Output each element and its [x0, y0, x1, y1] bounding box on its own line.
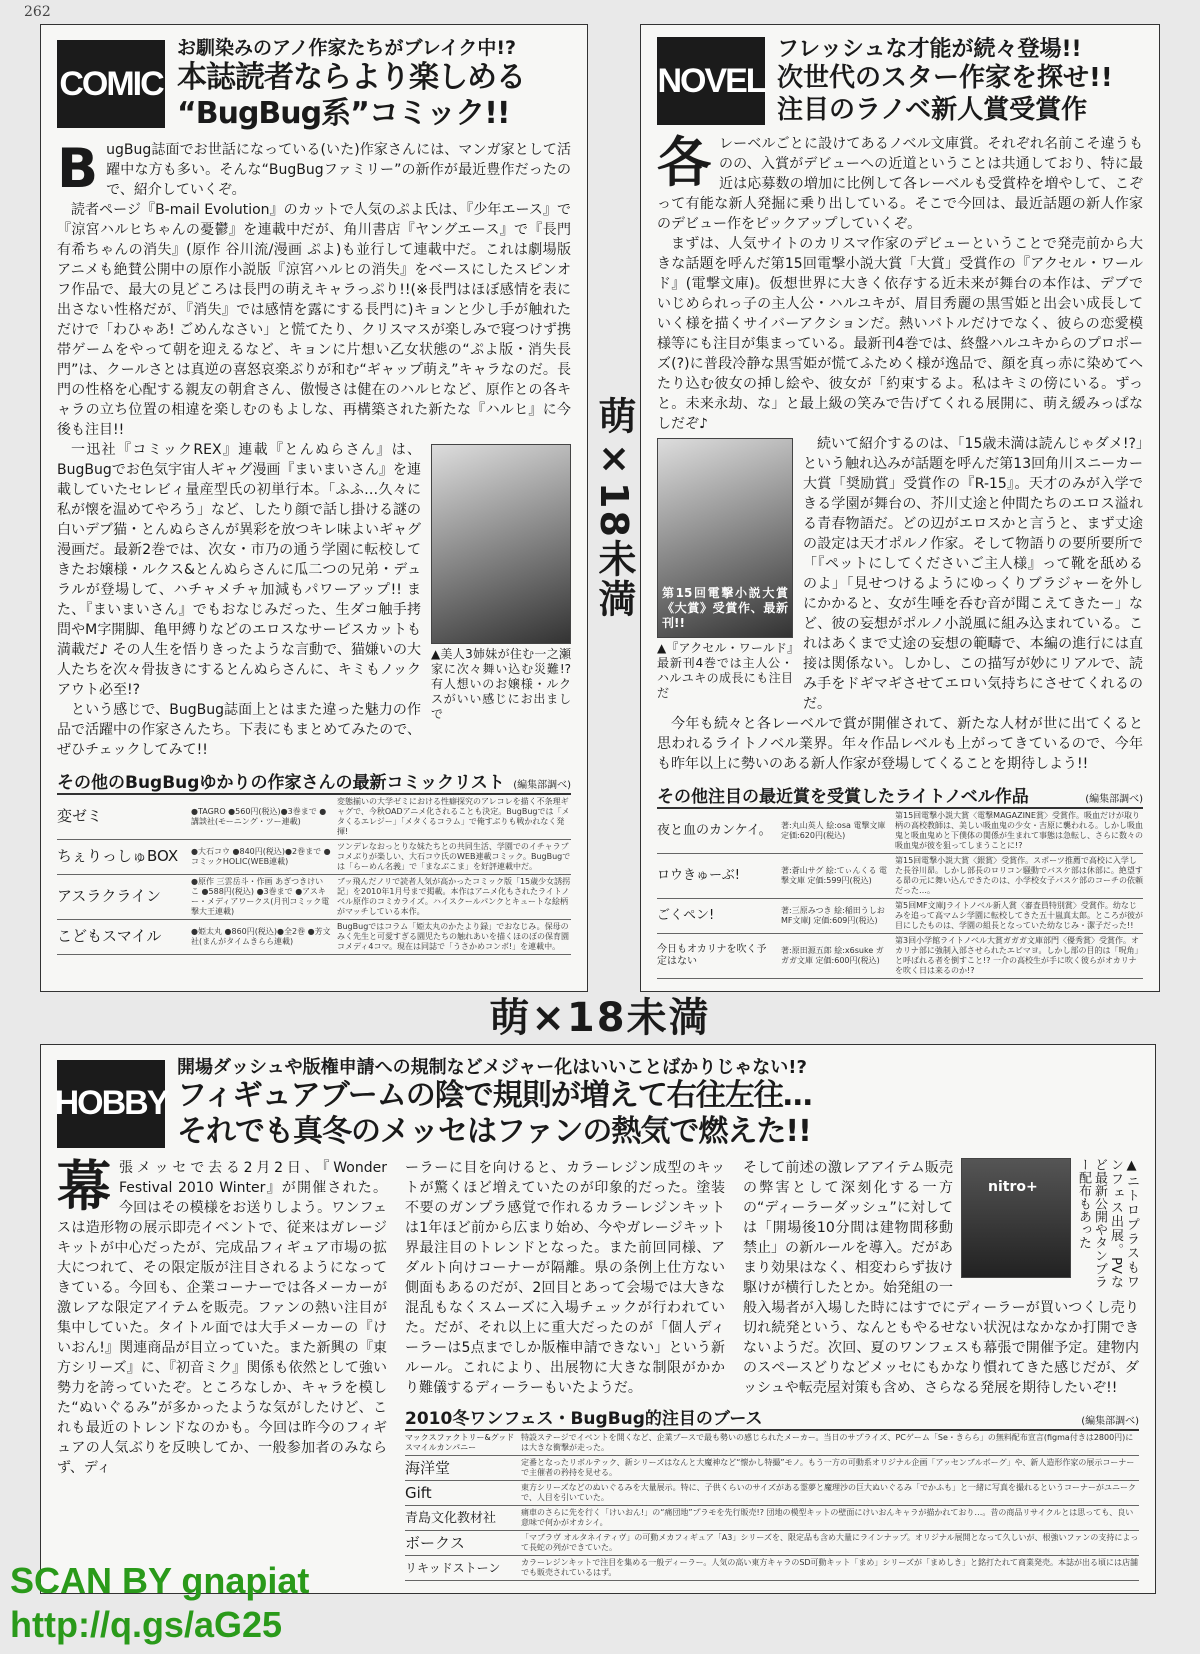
comic-cover-figure — [431, 444, 571, 722]
hobby-photo-caption: ▲ニトロプラスもワンフェス出展。PVなど最新公開やタンブラー配布もあった — [1076, 1158, 1139, 1289]
table-row — [657, 854, 1143, 899]
hobby-lead: 開場ダッシュや版権申請への規制などメジャー化はいいことばかりじゃない!? — [177, 1056, 807, 1078]
cell-name: Gift — [405, 1483, 432, 1502]
comic-cover-caption: ▲美人3姉妹が住む一之瀬家に次々舞い込む災難!? 有人想いのお嬢様・ルクスがいい感じにお出ましで — [431, 646, 571, 721]
hobby-photo-figure — [961, 1158, 1139, 1288]
cell-desc: 第15回電撃小説大賞〈電撃MAGAZINE賞〉受賞作。吸血だけが取り柄の高校教師は、美しい吸血鬼の少女・吉原に襲われる。しかし吸血鬼と吸血鬼めと下僕体の関係が生まれて事態は急転し、さらに数々の吸血鬼が彼を狙ってしまうことに!? — [895, 810, 1143, 850]
paragraph: レーベルごとに設けてあるノベル文庫賞。それぞれ名前こそ違うものの、入賞がデビューへの近道ということは共通しており、特に最近は応募数の増加に比例して各レーベルも受賞枠を増やして、こぞって有能な新人発掘に乗り出している。そこで今回は、最近話題の新人作家のデビュー作をピックアップしていくぞ。 — [657, 135, 1143, 232]
novel-title-2: 注目のラノベ新人賞受賞作 — [777, 94, 1088, 125]
cell-info: 著:三原みつき 絵:稲田うしお MF文庫J 定価:609円(税込) — [781, 905, 885, 925]
cell-name: 今日もオカリナを吹く予定はない — [657, 943, 767, 967]
table-title: その他注目の最近賞を受賞したライトノベル作品 — [657, 786, 1029, 807]
hobby-columns — [57, 1155, 1139, 1581]
hobby-col-1 — [57, 1155, 387, 1581]
cell-name: マックスファクトリー&グッドスマイルカンパニー — [405, 1433, 515, 1453]
cell-desc: 第3回小学館ライトノベル大賞ガガガ文庫部門〈優秀賞〉受賞作。オカリナ部に強制入部させられたエビマヨ。しかし部の目的は「呪角」と呼ばれる者を倒すこと!? 一介の高校生が手に吹く彼らがオカリナを吹く日は来るのか!? — [895, 935, 1143, 975]
cell-desc: 「マブラヴ オルタネイティヴ」の可動メカフィギュア「A3」シリーズを、限定品も含め大量にラインナップ。オリジナル展開となって久しいが、根強いファンの支持によって長蛇の列ができていた。 — [521, 1533, 1139, 1553]
top-row — [40, 24, 1160, 992]
drop-cap: 幕 — [57, 1155, 111, 1219]
novel-label: NOVEL — [657, 37, 765, 125]
hobby-section — [40, 1044, 1156, 1595]
cell-info: ●TAGRO ●560円(税込)●3巻まで ●講談社(モーニング・ツー連載) — [191, 806, 327, 826]
paragraph: 一迅社『コミックREX』連載『とんぬらさん』は、BugBugでお色気宇宙人ギャグ漫画『まいまいさん』を連載していたセレビィ量産型氏の初単行本。「ふふ…久々に私が懐を温めてやろう」など、したり顔で話し掛ける謎の白いデブ猫・とんぬらさんが異彩を放つキレ味よいギャグ漫画だ。最新2巻では、次女・市乃の通う学園に転校してきたお嬢様・ルクス&とんぬらさんに瓜二つの兄弟・デュラルが登場して、ハチャメチャ加減もパワーアップ!! また、『まいまいさん』でもおなじみだった、生ダコ触手拷問やM字開脚、亀甲縛りなどのエロスなサービスカットも満載だ♪ その人生を悟りきったような言動で、猫嫌いの大人たちを次々骨抜きにするとんぬらさんに、キミもノックアウト必至!? — [57, 441, 421, 698]
paragraph: ーラーに目を向けると、カラーレジン成型のキットが驚くほど増えていたのが印象的だった。塗装不要のガンプラ感覚で作れるカラーレジンキットは1年ほど前から広まり始め、今やガレージキット界最注目のトレンドとなった。また前回同様、アダルト向けコーナーが隔離。県の条例上仕方ない側面もあるのだが、2回目とあって会場では大きな混乱もなくスムーズに入場チェックが行われていた。だが、それ以上に重大だったのが「個人ディーラーは5点までしか版権申請できない」という新ルール。これにより、出展物に大きな制限がかかり難儀するディーラーもいたようだ。 — [405, 1160, 725, 1397]
novel-list-table — [657, 782, 1143, 979]
table-title: 2010冬ワンフェス・BugBug的注目のブース — [405, 1409, 763, 1430]
comic-header — [57, 37, 571, 132]
hobby-photo — [961, 1158, 1071, 1278]
cell-desc: BugBugではコラム「姫太丸のかたより録」でおなじみ。保母のみく先生と可愛すぎる園児たちの触れあいを描くほのぼの保育園コメディ4コマ。現在は同誌で「うさかめコンボ!」を連載中。 — [337, 921, 569, 951]
hobby-col-2 — [405, 1158, 725, 1398]
cell-name: 変ゼミ — [57, 807, 103, 826]
comic-list-table — [57, 768, 571, 955]
table-row — [657, 934, 1143, 979]
paragraph: 読者ページ『B-mail Evolution』のカットで人気のぷよ氏は、『少年エース』で『涼宮ハルヒちゃんの憂鬱』を連載中だが、角川書店『ヤングエース』で『長門有希ちゃんの消失』(原作 谷川流/漫画 ぷよ)も並行して連載中だ。これは劇場版アニメも絶賛公開中の原作小説版『涼宮ハルヒの消失』をベースにしたスピンオフ作品で、最大の見どころは長門の萌えキャラっぷり!!(※長門はほぼ感情を表に出さない性格だが、『消失』では感情を露にする長門に)キョンと少し手が触れただけで「わひゃあ! ごめんなさい」と慌てたり、クリスマスが楽しみで寝つけず携帯ゲームをやって朝を迎えるなど、キョンに片想い乙女状態の“ぷよ版・消失長門”は、クールさとは真逆の喜怒哀楽ぶりが和む“ギャップ萌え”キャラなのだ。長門の性格を心配する親友の朝倉さん、傲慢さは健在のハルヒなど、原作との各キャラの立ち位置の相違を楽しむのもよしな、再構築された新たな『ハルヒ』に今後も注目!! — [57, 201, 571, 438]
comic-title-2: “BugBug系”コミック!! — [177, 95, 510, 131]
table-row — [405, 1481, 1139, 1506]
novel-cover-figure — [657, 438, 793, 701]
paragraph: という感じで、BugBug誌面上とはまた違った魅力の作品で活躍中の作家さんたち。下表にもまとめてみたので、ぜひチェックしてみて!! — [57, 701, 421, 758]
cell-name: ごくペン! — [657, 908, 715, 924]
cell-desc: 第5回MF文庫Jライトノベル新人賞〈審査員特別賞〉受賞作。幼なじみを追って高マムシ学園に転校してきた五十嵐真太郎。ところが彼が目にしたものは、学園の組長となっていた幼なじみ・潔子だった!! — [895, 900, 1143, 930]
cell-desc: ツンデレなおっとりな妹たちとの共同生活、学園でのイチャラブコメぶりが楽しい、大石コウ氏のWEB連載コミック。BugBugでは「らーめん名義」で「まなぶこま」を好評連載中だ。 — [337, 841, 571, 871]
table-note: (編集部調べ) — [1081, 1416, 1139, 1428]
scan-watermark-line-2: http://q.gs/aG25 — [10, 1604, 283, 1645]
novel-cover-caption: ▲『アクセル・ワールド』最新刊4巻では主人公・ハルユキの成長にも注目だ — [657, 640, 793, 700]
cell-info: ●大石コウ ●840円(税込)●2巻まで ●コミックHOLIC(WEB連載) — [191, 846, 331, 866]
paragraph: 今年も続々と各レーベルで賞が開催されて、新たな人材が世に出てくると思われるライトノベル業界。年々作品レベルも上がってきているので、今年も昨年以上に勢いのある新人作家が登場してくることを期待しよう!! — [657, 715, 1143, 772]
cell-desc: 定番となったリボルテック、新シリーズはなんと大魔神など“懐かし特撮”モノ。もう一方の可動系オリジナル企画「アッセンブルボーグ」や、新人造形作家の展示コーナーで主催者の矜持を見せる。 — [521, 1458, 1135, 1478]
hobby-title-1: フィギュアブームの陰で規則が増えて右往左往… — [177, 1078, 812, 1114]
cell-name: ロウきゅーぶ! — [657, 868, 740, 884]
novel-title-1: 次世代のスター作家を探せ!! — [777, 63, 1113, 94]
hobby-label: HOBBY — [57, 1060, 165, 1148]
cell-name: ちぇりっしゅBOX — [57, 847, 179, 866]
comic-titles — [177, 37, 525, 132]
novel-body — [657, 130, 1143, 774]
novel-titles — [777, 37, 1113, 126]
cell-name: 青島文化教材社 — [405, 1510, 497, 1526]
drop-cap: B — [57, 136, 99, 200]
page-layout — [40, 24, 1160, 1594]
paragraph: そして前述の激レアアイテム販売の弊害として深刻化する一方の“ディーラーダッシュ”に対しては「開場後10分間は建物間移動禁止」の新ルールを導入。だがあまり効果はなく、相変わらず抜け駆けが横行したとか。始発組の一般入場者が入場した時にはすでにディーラーが買いつくし売り切れ続発という、なんともやるせない状況はなかなか打開できないようだ。次回、夏のワンフェスも幕張で開催予定。建物内のスペースどりなどメッセにもかなり慣れてきた感じだが、ダッシュや転売屋対策も含め、さらなる発展を期待したいぞ!! — [743, 1160, 1139, 1397]
hobby-col-3 — [743, 1158, 1139, 1398]
table-note: (編集部調べ) — [1085, 793, 1143, 805]
novel-cover-image — [657, 438, 793, 638]
cell-desc: ブッ飛んだノリで読者人気が高かったコミック版「15歳少女誘拐記」を2010年1月号まで掲載。本作はアニメ化もされたライトノベル原作のコミカライズ。ハイスクールパンクとキュートな絵柄がマッチしている本作。 — [337, 876, 571, 916]
comic-body — [57, 136, 571, 760]
hobby-header — [54, 1056, 1139, 1151]
cell-info: ●姫太丸 ●860円(税込)●全2巻 ●芳文社(まんがタイムきらら連載) — [191, 926, 331, 946]
cell-name: アスラクライン — [57, 887, 161, 906]
cell-desc: カラーレジンキットで注目を集める一般ディーラー。人気の高い東方キャラのSD可動キット「まめ」シリーズが「まめしき」と銘打たれて商業発売。本誌が出る頃には店舗でも販売されているはず。 — [521, 1558, 1138, 1578]
comic-title-1: 本誌読者ならより楽しめる — [177, 59, 525, 95]
cell-name: こどもスマイル — [57, 927, 162, 946]
table-row — [657, 809, 1143, 854]
cell-desc: 痛車のさらに先を行く「けいおん!」の“痛団地”プラモを先行販売!? 団地の模型キットの壁面にけいおんキャラが描かれており…。昔の商品リサイクルとは思っても、良い意味で何かがオカシイ。 — [521, 1508, 1134, 1528]
cell-info: 著:蒼山サグ 絵:てぃんくる 電撃文庫 定価:599円(税込) — [781, 865, 887, 885]
table-note: (編集部調べ) — [513, 779, 571, 791]
comic-lead: お馴染みのアノ作家たちがブレイク中!? — [177, 37, 517, 59]
table-row — [405, 1506, 1139, 1531]
comic-section — [40, 24, 588, 992]
table-row — [405, 1431, 1139, 1456]
comic-cover-image — [431, 444, 571, 644]
table-row — [57, 795, 571, 840]
table-row — [405, 1556, 1139, 1581]
cell-info: 著:原田源五郎 絵:x6suke ガガガ文庫 定価:600円(税込) — [781, 945, 884, 965]
scan-watermark-line-1: SCAN BY gnapiat — [10, 1560, 310, 1601]
cell-info: ●原作 三雲岳斗・作画 あぎつきけいこ ●588円(税込) ●3巻まで ●アスキー・メディアワークス(月刊コミック電撃大王連載) — [191, 876, 330, 916]
cell-name: 夜と血のカンケイ。 — [657, 823, 772, 839]
table-row — [57, 875, 571, 920]
hobby-booth-table — [405, 1404, 1139, 1581]
cell-desc: 第15回電撃小説大賞〈銀賞〉受賞作。スポーツ推薦で高校に入学した長谷川昴。しかし部長のロリコン騒動でバスケ部は休部に。絶望する昴の元に舞い込んできたのは、小学校女子バスケ部のコーチの依頼だった…。 — [895, 855, 1143, 895]
novel-cover-text: 第15回電撃小説大賞《大賞》受賞作、最新刊!! — [662, 585, 788, 630]
cell-name: ボークス — [405, 1533, 465, 1552]
table-row — [657, 899, 1143, 934]
table-row — [57, 920, 571, 955]
table-row — [405, 1456, 1139, 1481]
hobby-titles — [177, 1057, 812, 1151]
cell-info: 著:丸山英人 絵:osa 電撃文庫 定価:620円(税込) — [781, 820, 886, 840]
novel-lead: フレッシュな才能が続々登場!! — [777, 37, 1082, 62]
cell-name: 海洋堂 — [405, 1458, 451, 1477]
novel-header — [657, 37, 1143, 126]
horizontal-banner: 萌×18未満 — [489, 994, 711, 1041]
cell-desc: 変態揃いの大学ゼミにおける性癖探究のアレコレを描く不条理ギャグで、今秋OADアニメ化されることも決定。BugBugでは「メタくるエレジー」「メタくるコラム」で俺すぶりも戦かれなく発揮! — [337, 796, 570, 836]
comic-label: COMIC — [57, 40, 165, 128]
photo-sign: nitro+ — [988, 1179, 1038, 1196]
vertical-banner: 萌×18未満 — [592, 396, 636, 620]
paragraph: まずは、人気サイトのカリスマ作家のデビューということで発売前から大きな話題を呼んだ第15回電撃小説大賞「大賞」受賞作の『アクセル・ワールド』(電撃文庫)。仮想世界に大きく依存する近未来が舞台の本作は、デブでいじめられっ子の主人公・ハルユキが、眉目秀麗の黒雪姫と出会い成長していく様を描くサイバーアクションだ。熱いバトルだけでなく、彼らの恋愛模様等にも注目が集まっている。最新刊4巻では、終盤ハルユキからのプロポーズ(?)に普段冷静な黒雪姫が慌てふためく様が逸品で、顔を真っ赤に染めてへたり込む彼女の挿し絵や、彼女が「約束するよ。私はキミの傍にいる。ずっと。未来永劫、な」と最上級の笑みで告げてくれる展開に、萌え緩みっぱなしだぞ♪ — [657, 235, 1143, 432]
cell-desc: 特設ステージでイベントを開くなど、企業ブースで最も勢いの感じられたメーカー。当日のサプライズ、PCゲーム「Se・きらら」の無料配布宣言(figma付きは2800円)には大きな衝撃が走った。 — [521, 1433, 1134, 1453]
novel-section — [640, 24, 1160, 992]
page-number: 262 — [24, 4, 51, 20]
table-title: その他のBugBugゆかりの作家さんの最新コミックリスト — [57, 772, 505, 793]
paragraph: 続いて紹介するのは、「15歳未満は読んじゃダメ!?」という触れ込みが話題を呼んだ第13回角川スニーカー大賞「奨励賞」受賞作の『R-15』。天才のみが入学できる学園が舞台の、芥川丈途と仲間たちのエロス溢れる青春物語だ。どの辺がエロスかと言うと、まず丈途の設定は天才ポルノ作家。そして物語りの要所要所で「『ペットにしてくださいご主人様』って靴を舐めるのよ」「見せつけるようにゆっくりブラジャーを外しにかかると、女が生唾を呑む音が聞こえてきたー」など、彼の妄想がポルノ小説風に組み込まれている。これはあくまで丈途の妄想の範疇で、本編の進行には直接は関係ない。しかし、この描写が妙にリアルで、読み手をドギマギさせてエロい気持ちにさせてくれるのだ。 — [803, 435, 1143, 712]
table-row — [57, 840, 571, 875]
hobby-title-2: それでも真冬のメッセはファンの熱気で燃えた!! — [177, 1114, 811, 1150]
paragraph: ugBug誌面でお世話になっている(いた)作家さんには、マンガ家として活躍中な方も多い。そんな“BugBugファミリー”の新作が最近豊作だったので、紹介していくぞ。 — [106, 141, 571, 198]
drop-cap: 各 — [657, 130, 711, 194]
paragraph: 張メッセで去る2月2日、『Wonder Festival 2010 Winter』が開催された。今回はその模様をお送りしよう。ワンフェスは造形物の展示即売イベントで、従来はガレージキットが中心だったが、完成品フィギュア市場の拡大につれて、その限定版が注目されるようになってきている。今回も、企業コーナーでは各メーカーが激レアな限定アイテムを販売。ファンの熱い注目が集中していた。タイトル面では大手メーカーの『けいおん!』関連商品が目立っていた。また新興の『東方シリーズ』に、『初音ミク』関係も依然として強い勢力を誇っていたぞ。ところなしか、キャラを模した“ぬいぐるみ”が多かったような気がしたけど、これも最近のトレンドなのかも。今回は昨今のフィギュアの人気ぶりを反映してか、一般参加者のみならず、ディ — [57, 1160, 387, 1477]
table-row — [405, 1531, 1139, 1556]
cell-desc: 東方シリーズなどのぬいぐるみを大量展示。特に、子供くらいのサイズがある霊夢と魔理沙の巨大ぬいぐるみ「でかふも」と一緒に写真を撮れるというコーナーがユニークで、人目を引いていた。 — [521, 1483, 1136, 1503]
cell-name: リキッドストーン — [405, 1560, 501, 1575]
